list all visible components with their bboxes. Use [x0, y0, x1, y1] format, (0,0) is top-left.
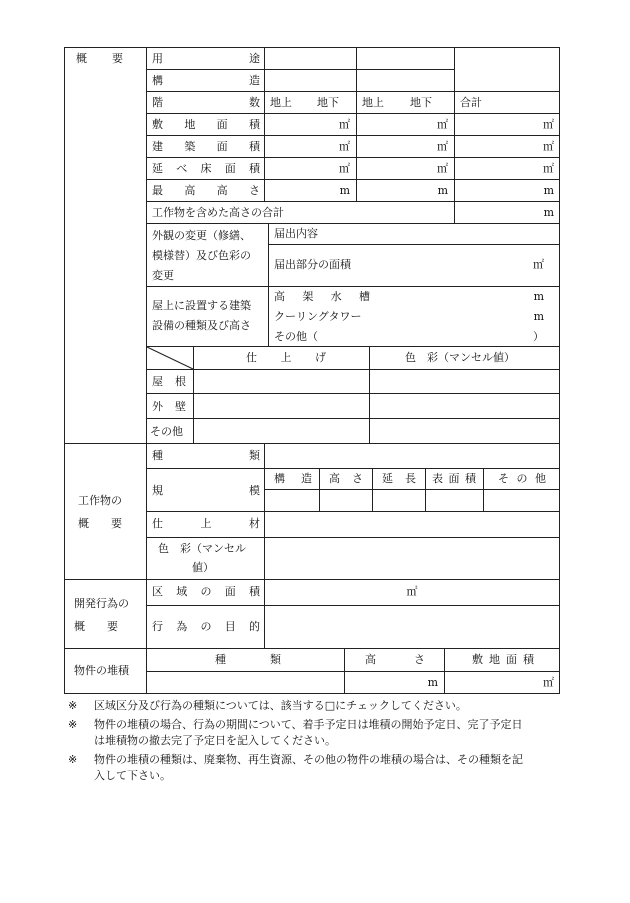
- note-mark-1: ※: [68, 699, 78, 712]
- label-cooling-tower: クーリングタワー: [274, 310, 362, 323]
- label-other-finish: その他: [150, 425, 183, 438]
- cell: [369, 369, 560, 394]
- section-structure-overview-1: 工作物の: [78, 494, 122, 507]
- cell: [264, 443, 560, 469]
- section-development-overview-1: 開発行為の: [74, 597, 129, 610]
- section-pile: 物件の堆積: [74, 664, 129, 677]
- floors-below-a: 地下: [317, 96, 339, 109]
- section-structure-overview-2: 概 要: [78, 517, 122, 530]
- label-roof: 屋 根: [152, 375, 186, 388]
- floors-above-a: 地上: [270, 96, 292, 109]
- header-height: 高 さ: [329, 472, 363, 485]
- unit-elevated-tank: m: [533, 290, 544, 303]
- cell: [264, 489, 320, 512]
- diagonal-line: [146, 346, 194, 370]
- unit-pile-height: m: [427, 676, 438, 689]
- cell: [264, 47, 357, 70]
- cell: [193, 393, 370, 419]
- unit-site-area-a: ㎡: [339, 118, 350, 131]
- cell: [264, 69, 357, 92]
- unit-height-c: m: [543, 184, 554, 197]
- label-purpose: 行 為 の 目 的: [152, 620, 260, 633]
- note-3a: 物件の堆積の種類は、廃棄物、再生資源、その他の物件の堆積の場合は、その種類を記: [94, 753, 523, 766]
- label-color-munsell-2: 値）: [192, 561, 214, 574]
- floors-above-b: 地上: [362, 96, 384, 109]
- section-development-overview-2: 概 要: [74, 620, 118, 633]
- label-structure-height-total: 工作物を含めた高さの合計: [152, 206, 284, 219]
- label-structure: 構 造: [152, 74, 260, 87]
- unit-building-area-b: ㎡: [437, 140, 448, 153]
- unit-cooling-tower: m: [533, 310, 544, 323]
- cell: [483, 489, 560, 512]
- note-mark-2: ※: [68, 718, 78, 731]
- floors-below-b: 地下: [410, 96, 432, 109]
- cell: [356, 47, 455, 70]
- cell: [264, 511, 560, 538]
- label-notification-content: 届出内容: [274, 227, 318, 240]
- cell: [454, 47, 560, 92]
- note-mark-3: ※: [68, 753, 78, 766]
- unit-site-area-c: ㎡: [543, 118, 554, 131]
- header-length: 延 長: [382, 472, 416, 485]
- label-structure-type: 種 類: [152, 449, 260, 462]
- note-2b: は堆積物の撤去完了予定日を記入してください。: [94, 734, 336, 747]
- note-1: 区域区分及び行為の種類については、該当する□にチェックしてください。: [94, 699, 467, 712]
- label-building-area: 建 築 面 積: [152, 140, 260, 153]
- unit-floor-area-a: ㎡: [339, 162, 350, 175]
- cell: [425, 489, 484, 512]
- floors-total: 合計: [460, 96, 482, 109]
- cell: [264, 537, 560, 580]
- unit-height-b: m: [437, 184, 448, 197]
- label-zone-area: 区 域 の 面 積: [152, 585, 260, 598]
- cell: [193, 418, 370, 444]
- label-max-height: 最 高 高 さ: [152, 184, 260, 197]
- label-scale: 規 模: [152, 484, 260, 497]
- cell: [146, 671, 345, 694]
- unit-height-a: m: [339, 184, 350, 197]
- unit-building-area-c: ㎡: [543, 140, 554, 153]
- unit-floor-area-b: ㎡: [437, 162, 448, 175]
- header-pile-site-area: 敷 地 面 積: [472, 653, 534, 666]
- note-3b: 入して下さい。: [94, 769, 171, 782]
- cell: [193, 369, 370, 394]
- unit-floor-area-c: ㎡: [543, 162, 554, 175]
- section-building-overview: 概 要: [76, 52, 124, 65]
- cell: [64, 579, 147, 649]
- label-exterior-change: 外観の変更（修繕、 模様替）及び色彩の 変更: [152, 229, 251, 282]
- header-surface-area: 表 面 積: [432, 472, 476, 485]
- header-pile-type: 種 類: [215, 653, 281, 666]
- cell: [64, 47, 147, 444]
- header-pile-height: 高 さ: [365, 653, 425, 666]
- label-floors: 階 数: [152, 96, 260, 109]
- cell: [264, 605, 560, 649]
- cell: [369, 418, 560, 444]
- label-color-munsell-1: 色 彩（マンセル: [158, 542, 246, 555]
- cell: [369, 393, 560, 419]
- cell: [356, 69, 455, 92]
- unit-building-area-a: ㎡: [339, 140, 350, 153]
- note-2a: 物件の堆積の場合、行為の期間について、着手予定日は堆積の開始予定日、完了予定日: [94, 718, 523, 731]
- header-structure: 構 造: [274, 472, 312, 485]
- label-notification-area: 届出部分の面積: [274, 258, 351, 271]
- unit-notification-area: ㎡: [533, 258, 544, 271]
- header-finish: 仕 上 げ: [246, 351, 326, 364]
- cell: [319, 489, 373, 512]
- unit-zone-area: ㎡: [406, 585, 418, 598]
- label-elevated-tank: 高 架 水 槽: [274, 290, 370, 303]
- label-outer-wall: 外 壁: [152, 400, 186, 413]
- label-total-floor-area: 延 べ 床 面 積: [152, 162, 260, 175]
- header-other: そ の 他: [498, 472, 546, 485]
- label-use: 用 途: [152, 52, 260, 65]
- label-finish-material: 仕 上 材: [152, 517, 260, 530]
- unit-pile-site-area: ㎡: [543, 676, 554, 689]
- unit-height-total: m: [543, 206, 554, 219]
- unit-site-area-b: ㎡: [437, 118, 448, 131]
- cell: [64, 443, 147, 580]
- label-rooftop-equipment: 屋上に設置する建築 設備の種類及び高さ: [152, 299, 251, 332]
- label-other-close: ）: [533, 330, 544, 343]
- cell: [372, 489, 426, 512]
- label-site-area: 敷 地 面 積: [152, 118, 260, 131]
- label-other-open: その他（: [274, 330, 318, 343]
- header-color-munsell: 色 彩（マンセル値）: [405, 351, 515, 364]
